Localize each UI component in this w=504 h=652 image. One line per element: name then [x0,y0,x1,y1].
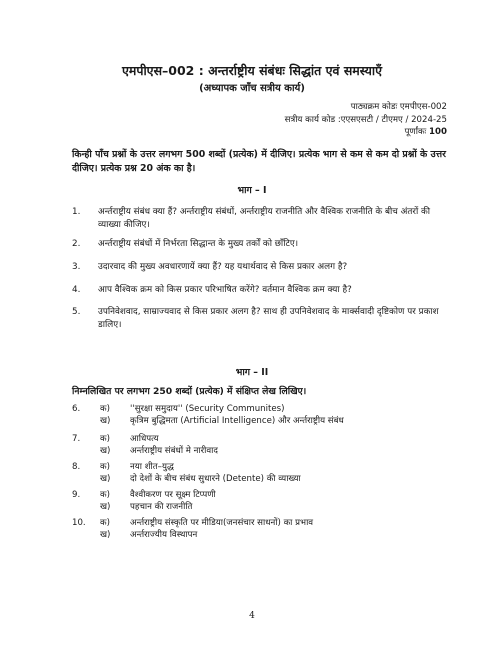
part-a-text: वैश्वीकरण पर सूक्ष्म टिप्पणी [130,490,216,500]
part-b-text: अर्न्तराष्ट्रीय संबंधों मे नारीवाद [130,446,218,457]
question-number: 9. [72,490,81,500]
part-b-text: पहचान की राजनीति [130,502,193,513]
part-b-text: दो देशों के बीच संबंध सुधारने (Detente) की व्याख्या [130,474,301,485]
marks-label: पूर्णांकः [404,127,427,137]
section-1-heading: भाग – I [237,185,267,196]
part-b-key: ख) [100,446,111,457]
document-title: एमपीएस–002 : अन्तर्राष्ट्रीय संबंधः सिद्धांत एवं समस्याएँ [121,63,383,78]
question-8 [72,461,452,485]
section-2-heading: भाग – II [235,367,269,378]
section-2-instruction: निम्नलिखित पर लगभग 250 शब्दों (प्रत्येक) में संक्षिप्त लेख लिखिए। [72,386,307,397]
part-b-key: ख) [100,530,111,541]
question-number: 1. [72,207,81,217]
question-1 [72,206,450,232]
part-a-key: क) [100,434,110,444]
question-10 [72,517,452,541]
part-b-text: अर्न्तराज्यीय विस्थापन [130,530,198,541]
part-a-key: क) [100,490,110,500]
question-text: उदारवाद की मुख्य अवधारणायें क्या हैं? यह यथार्थवाद से किस प्रकार अलग है? [98,262,348,272]
part-a-text: आधिपत्य [130,434,159,444]
question-number: 2. [72,239,81,249]
max-marks [285,126,447,139]
question-number: 10. [72,518,86,528]
question-text: अर्न्तराष्ट्रीय संबंधों में निर्भरता सिद्धान्त के मुख्य तर्कों को छाँटिए। [98,239,299,249]
question-6 [72,403,452,427]
part-b-key: ख) [100,502,111,513]
question-5 [72,306,450,332]
part-b-key: ख) [100,474,111,485]
assignment-code: सत्रीय कार्य कोड :एएसएसटी / टीएमए / 2024-25 [284,114,447,125]
page-number: 4 [249,611,255,621]
question-9 [72,489,452,513]
part-b-text: कृत्रिम बुद्धिमता (Artificial Intelligence) और अर्न्तराष्ट्रीय संबंध [130,416,344,427]
assignment-meta [285,101,447,139]
question-number: 3. [72,262,81,272]
question-number: 8. [72,462,81,472]
part-a-text: नया शीत–युद्ध [130,462,174,472]
question-2 [72,238,450,251]
question-number: 6. [72,404,81,414]
question-3 [72,261,450,274]
instructions: किन्ही पाँच प्रश्नों के उत्तर लगभग 500 शब्दों (प्रत्येक) में दीजिए। प्रत्येक भाग से कम से कम दो प्रश्नों के उत्तर दीजिए। प्रत्येक प्रश्न 20 अंक का है। [72,149,446,174]
question-7 [72,433,452,457]
question-number: 4. [72,285,81,295]
part-a-key: क) [100,462,110,472]
part-a-text: ''सुरक्षा समुदाय'' (Security Communites) [130,404,285,414]
marks-value: 100 [429,127,447,137]
question-text: अर्न्तराष्ट्रीय संबंध क्या हैं? अर्न्तराष्ट्रीय संबंधों, अर्न्तराष्ट्रीय राजनीति और वैश्विक राजनीति के बीच अंतरों की व्याख्या कीजिए। [98,207,431,230]
question-number: 7. [72,434,81,444]
question-4 [72,284,450,297]
question-text: उपनिवेशवाद, साम्राज्यवाद से किस प्रकार अलग है? साथ ही उपनिवेशवाद के मार्क्सवादी दृष्टिकोण पर प्रकाश डालिए। [98,307,439,330]
question-number: 5. [72,307,81,317]
question-text: आप वैश्विक क्रम को किस प्रकार परिभाषित करेंगे? वर्तमान वैश्विक क्रम क्या है? [98,285,352,295]
course-code: पाठ्यक्रम कोडः एमपीएस-002 [350,102,447,112]
document-subtitle: (अध्यापक जाँच सत्रीय कार्य) [199,83,305,94]
part-a-key: क) [100,404,110,414]
part-a-key: क) [100,518,110,528]
part-b-key: ख) [100,416,111,427]
part-a-text: अर्न्तराष्ट्रीय संस्कृति पर मीडिया(जनसंचार साधनों) का प्रभाव [130,518,314,528]
